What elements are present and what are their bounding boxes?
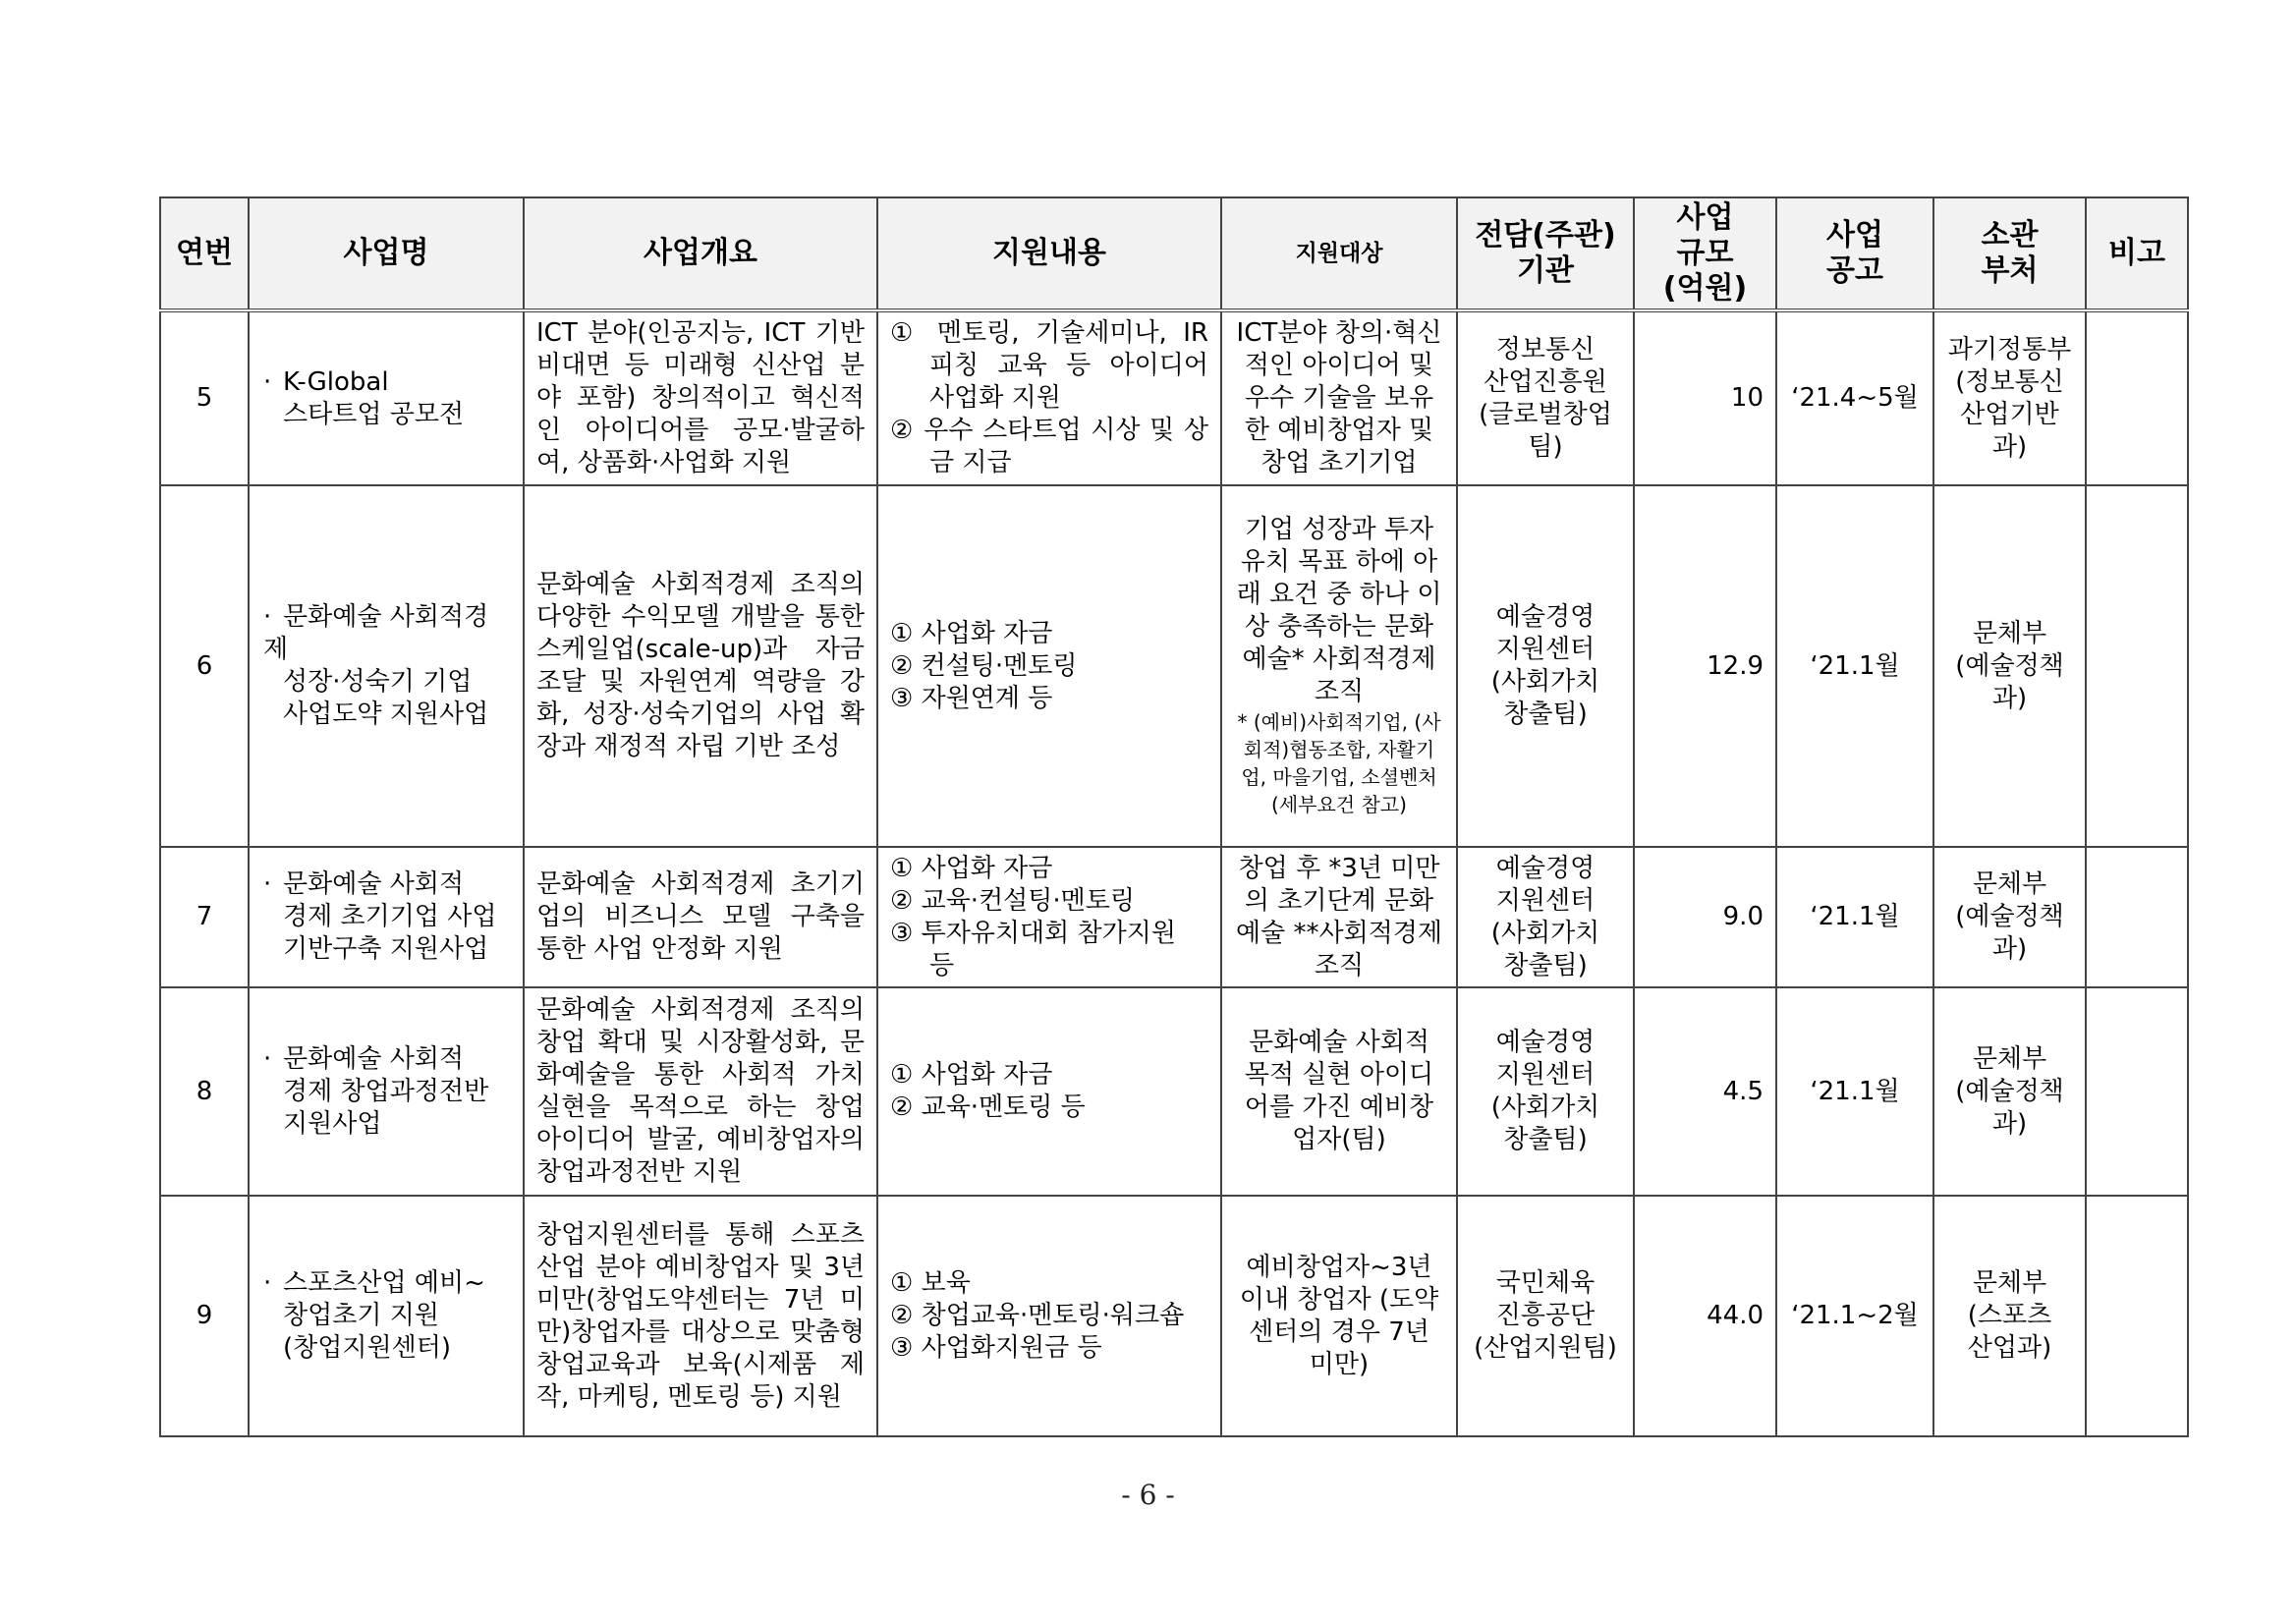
header-row <box>160 197 2188 310</box>
row-target: 기업 성장과 투자유치 목표 하에 아래 요건 중 하나 이상 충족하는 문화예술* 사회적경제 조직 * (예비)사회적기업, (사회적)협동조합, 자활기업, 마을기업, 소셜벤처 (세부요건 참고) <box>1221 485 1457 847</box>
row-notice: ‘21.1월 <box>1776 485 1933 847</box>
row-no: 7 <box>160 847 249 987</box>
row-remarks <box>2086 310 2188 485</box>
row-overview: 창업지원센터를 통해 스포츠 산업 분야 예비창업자 및 3년 미만(창업도약센터는 7년 미만)창업자를 대상으로 맞춤형 창업교육과 보육(시제품 제작, 마케팅, 멘토링 등) 지원 <box>524 1196 877 1436</box>
row-budget: 10 <box>1634 310 1776 485</box>
header-overview: 사업개요 <box>524 197 877 310</box>
row-target: 문화예술 사회적 목적 실현 아이디어를 가진 예비창업자(팀) <box>1221 987 1457 1196</box>
row-no: 8 <box>160 987 249 1196</box>
row-overview: 문화예술 사회적경제 조직의 다양한 수익모델 개발을 통한 스케일업(scale-up)과 자금조달 및 자원연계 역량을 강화, 성장·성숙기업의 사업 확장과 재정적 자립 기반 조성 <box>524 485 877 847</box>
row-budget: 12.9 <box>1634 485 1776 847</box>
row-notice: ‘21.4~5월 <box>1776 310 1933 485</box>
row-agency: 정보통신 산업진흥원 (글로벌창업팀) <box>1457 310 1634 485</box>
page-number: - 6 - <box>1121 1479 1175 1511</box>
row-no: 9 <box>160 1196 249 1436</box>
row-agency: 국민체육 진흥공단 (산업지원팀) <box>1457 1196 1634 1436</box>
target-footnote: * (예비)사회적기업, (사회적)협동조합, 자활기업, 마을기업, 소셜벤처 (세부요건 참고) <box>1237 710 1441 816</box>
header-target: 지원대상 <box>1221 197 1457 310</box>
program-table-sheet <box>159 196 2187 1437</box>
table-row <box>160 847 2188 987</box>
row-overview: ICT 분야(인공지능, ICT 기반 비대면 등 미래형 신산업 분야 포함) 창의적이고 혁신적인 아이디어를 공모·발굴하여, 상품화·사업화 지원 <box>524 310 877 485</box>
row-support: ① 사업화 자금 ② 교육·멘토링 등 <box>877 987 1221 1196</box>
row-agency: 예술경영 지원센터 (사회가치 창출팀) <box>1457 847 1634 987</box>
header-no: 연번 <box>160 197 249 310</box>
table-row <box>160 1196 2188 1436</box>
row-target: 창업 후 *3년 미만의 초기단계 문화예술 **사회적경제 조직 <box>1221 847 1457 987</box>
row-no: 6 <box>160 485 249 847</box>
bullet-icon: · <box>263 869 272 899</box>
row-notice: ‘21.1월 <box>1776 987 1933 1196</box>
row-budget: 44.0 <box>1634 1196 1776 1436</box>
bullet-icon: · <box>263 366 272 397</box>
row-ministry: 문체부 (스포츠 산업과) <box>1933 1196 2086 1436</box>
row-name: · 문화예술 사회적 경제 초기기업 사업 기반구축 지원사업 <box>249 847 524 987</box>
program-table <box>159 196 2189 1437</box>
table-row <box>160 310 2188 485</box>
row-budget: 4.5 <box>1634 987 1776 1196</box>
header-ministry: 소관 부처 <box>1933 197 2086 310</box>
table-row <box>160 987 2188 1196</box>
row-overview: 문화예술 사회적경제 초기기업의 비즈니스 모델 구축을 통한 사업 안정화 지원 <box>524 847 877 987</box>
row-ministry: 문체부 (예술정책과) <box>1933 847 2086 987</box>
row-support: ① 사업화 자금 ② 교육·컨설팅·멘토링 ③ 투자유치대회 참가지원 등 <box>877 847 1221 987</box>
row-remarks <box>2086 1196 2188 1436</box>
row-ministry: 문체부 (예술정책과) <box>1933 987 2086 1196</box>
row-agency: 예술경영 지원센터 (사회가치 창출팀) <box>1457 485 1634 847</box>
row-target: ICT분야 창의·혁신적인 아이디어 및 우수 기술을 보유한 예비창업자 및 창업 초기기업 <box>1221 310 1457 485</box>
row-support: ① 보육 ② 창업교육·멘토링·워크숍 ③ 사업화지원금 등 <box>877 1196 1221 1436</box>
bullet-icon: · <box>263 1043 272 1074</box>
bullet-icon: · <box>263 602 272 632</box>
row-budget: 9.0 <box>1634 847 1776 987</box>
row-name: · 스포츠산업 예비~ 창업초기 지원 (창업지원센터) <box>249 1196 524 1436</box>
row-support: ① 멘토링, 기술세미나, IR 피칭 교육 등 아이디어 사업화 지원 ② 우수 스타트업 시상 및 상금 지급 <box>877 310 1221 485</box>
header-budget: 사업 규모 (억원) <box>1634 197 1776 310</box>
table-row <box>160 485 2188 847</box>
row-ministry: 과기정통부 (정보통신 산업기반과) <box>1933 310 2086 485</box>
header-agency: 전담(주관) 기관 <box>1457 197 1634 310</box>
row-ministry: 문체부 (예술정책과) <box>1933 485 2086 847</box>
row-no: 5 <box>160 310 249 485</box>
row-overview: 문화예술 사회적경제 조직의 창업 확대 및 시장활성화, 문화예술을 통한 사회적 가치 실현을 목적으로 하는 창업 아이디어 발굴, 예비창업자의 창업과정전반 지원 <box>524 987 877 1196</box>
row-name: · 문화예술 사회적 경제 창업과정전반 지원사업 <box>249 987 524 1196</box>
row-remarks <box>2086 847 2188 987</box>
row-agency: 예술경영 지원센터 (사회가치 창출팀) <box>1457 987 1634 1196</box>
row-notice: ‘21.1월 <box>1776 847 1933 987</box>
row-notice: ‘21.1~2월 <box>1776 1196 1933 1436</box>
row-name: · K-Global 스타트업 공모전 <box>249 310 524 485</box>
row-remarks <box>2086 987 2188 1196</box>
header-support: 지원내용 <box>877 197 1221 310</box>
row-support: ① 사업화 자금 ② 컨설팅·멘토링 ③ 자원연계 등 <box>877 485 1221 847</box>
row-target: 예비창업자~3년 이내 창업자 (도약센터의 경우 7년 미만) <box>1221 1196 1457 1436</box>
bullet-icon: · <box>263 1268 272 1298</box>
header-name: 사업명 <box>249 197 524 310</box>
row-name: · 문화예술 사회적경제 성장·성숙기 기업 사업도약 지원사업 <box>249 485 524 847</box>
header-notice: 사업 공고 <box>1776 197 1933 310</box>
header-remarks: 비고 <box>2086 197 2188 310</box>
row-remarks <box>2086 485 2188 847</box>
